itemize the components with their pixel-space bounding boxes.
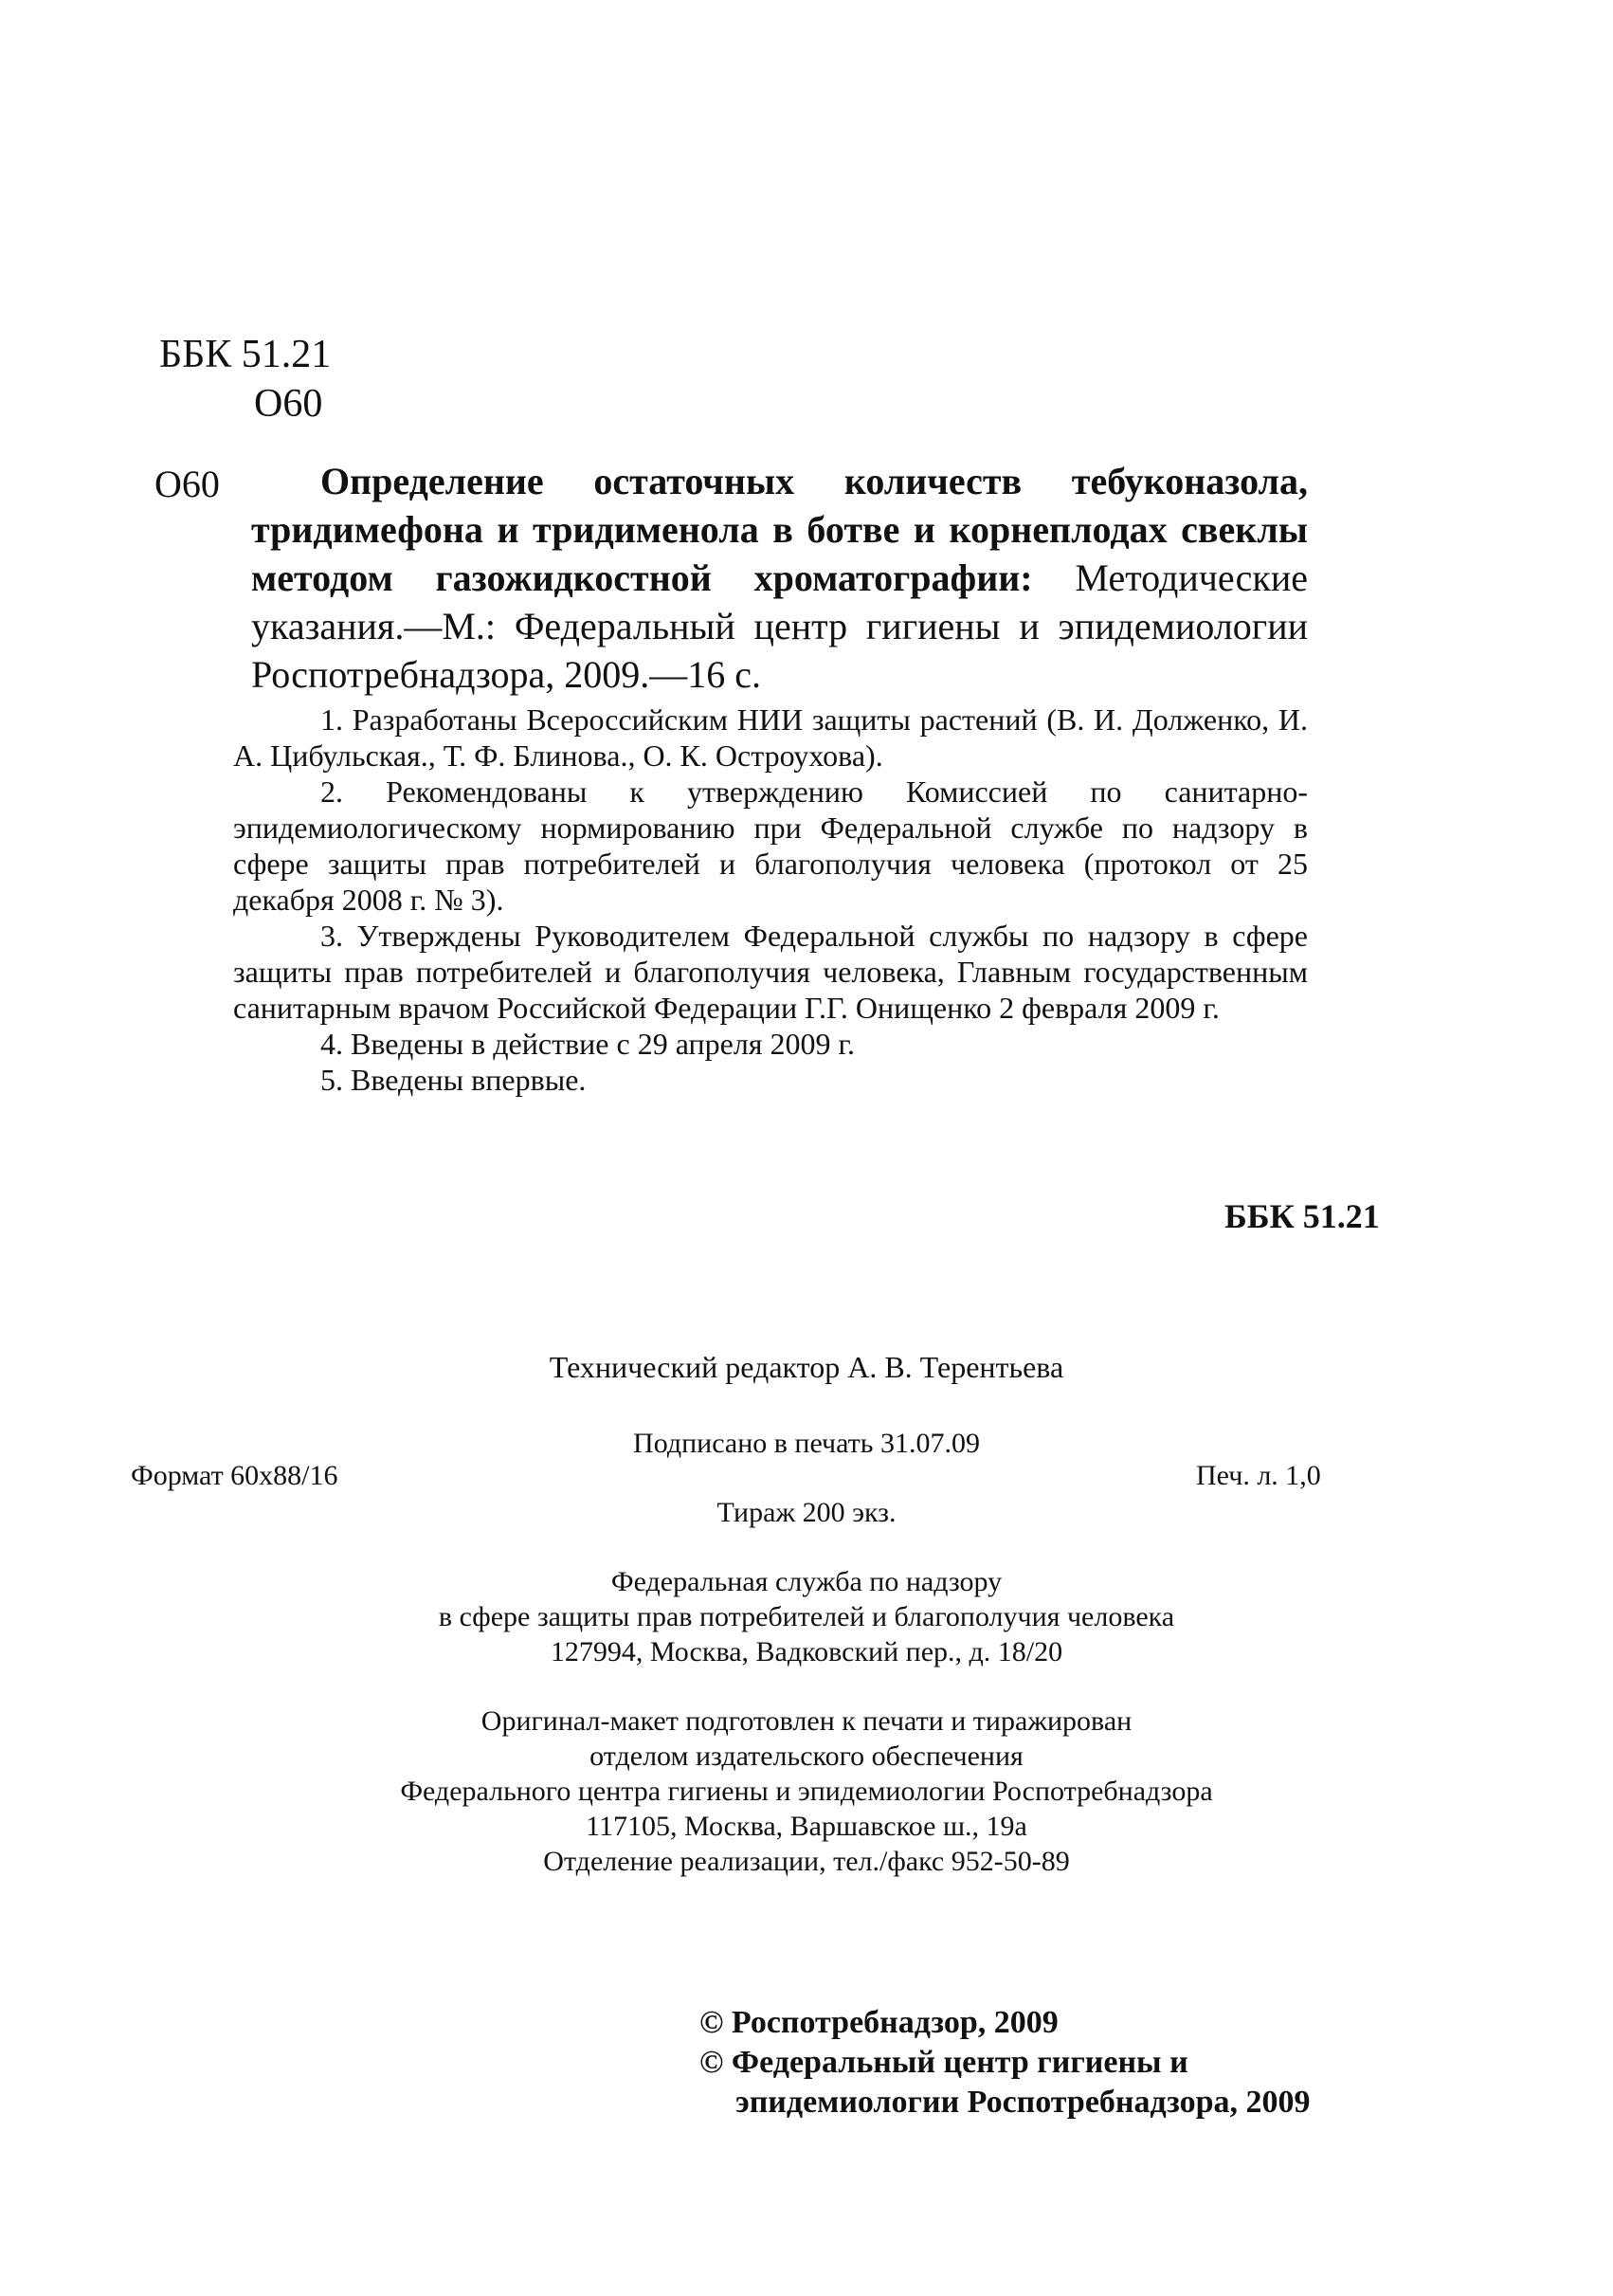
copyright-line: эпидемиологии Роспотребнадзора, 2009 xyxy=(735,2085,1311,2120)
bbk-index: ББК 51.21 xyxy=(159,333,332,376)
original-line: отделом издательского обеспечения xyxy=(589,1740,1024,1772)
layout-prepared-by xyxy=(0,1704,1613,1879)
copyright-block xyxy=(699,2003,1311,2123)
service-line: в сфере защиты прав потребителей и благополучия человека xyxy=(438,1601,1175,1632)
author-mark: О60 xyxy=(254,382,323,426)
original-line: Оригинал-макет подготовлен к печати и тиражирован xyxy=(480,1705,1133,1737)
list-item: 1. Разработаны Всероссийским НИИ защиты растений (В. И. Долженко, И. А. Цибульская., Т. Ф. Блинова., О. К. Остроухова). xyxy=(233,702,1308,773)
service-line: Федеральная служба по надзору xyxy=(610,1566,1003,1597)
bbk-index-right: ББК 51.21 xyxy=(1224,1197,1380,1235)
credits-list xyxy=(233,702,1308,1098)
title-rest: Методические указания.—М.: Федеральный центр гигиены и эпидемиологии Роспотребнадзора, 2009.—16 с. xyxy=(251,556,1308,696)
list-item: 5. Введены впервые. xyxy=(320,1063,587,1097)
copyright-line: © Федеральный центр гигиены и xyxy=(699,2045,1188,2080)
copyright-line: © Роспотребнадзор, 2009 xyxy=(699,2005,1059,2040)
format: Формат 60x88/16 xyxy=(131,1460,338,1491)
publisher-service xyxy=(0,1564,1613,1669)
printed-sheets: Печ. л. 1,0 xyxy=(1196,1460,1321,1491)
original-line: Федерального центра гигиены и эпидемиологии Роспотребнадзора xyxy=(400,1776,1213,1807)
signed-to-print: Подписано в печать 31.07.09 xyxy=(633,1428,980,1459)
service-line: 127994, Москва, Вадковский пер., д. 18/20 xyxy=(550,1636,1063,1667)
list-item: 2. Рекомендованы к утверждению Комиссией по санитарно-эпидемиологическому нормированию при Федеральной службе по надзору в сфере защиты прав потребителей и благополучия человека (протокол от 25 декабря 2008 г. № 3). xyxy=(233,774,1308,917)
list-item: 3. Утверждены Руководителем Федеральной службы по надзору в сфере защиты прав потребителей и благополучия человека, Главным государственным санитарным врачом Российской Федерации Г.Г. Онищенко 2 февраля 2009 г. xyxy=(233,919,1308,1025)
print-run: Тираж 200 экз. xyxy=(716,1497,897,1528)
list-item: 4. Введены в действие с 29 апреля 2009 г. xyxy=(320,1027,856,1061)
original-line: Отделение реализации, тел./факс 952-50-89 xyxy=(543,1846,1070,1877)
original-line: 117105, Москва, Варшавское ш., 19а xyxy=(586,1811,1027,1842)
technical-editor: Технический редактор А. В. Терентьева xyxy=(549,1350,1064,1384)
title-bold: Определение остаточных количеств тебуконазола, тридимефона и тридименола в ботве и корнеплодах свеклы методом газожидкостной хроматографии: xyxy=(251,460,1308,599)
bibliographic-title xyxy=(251,457,1308,699)
catalog-code: О60 xyxy=(154,463,220,505)
